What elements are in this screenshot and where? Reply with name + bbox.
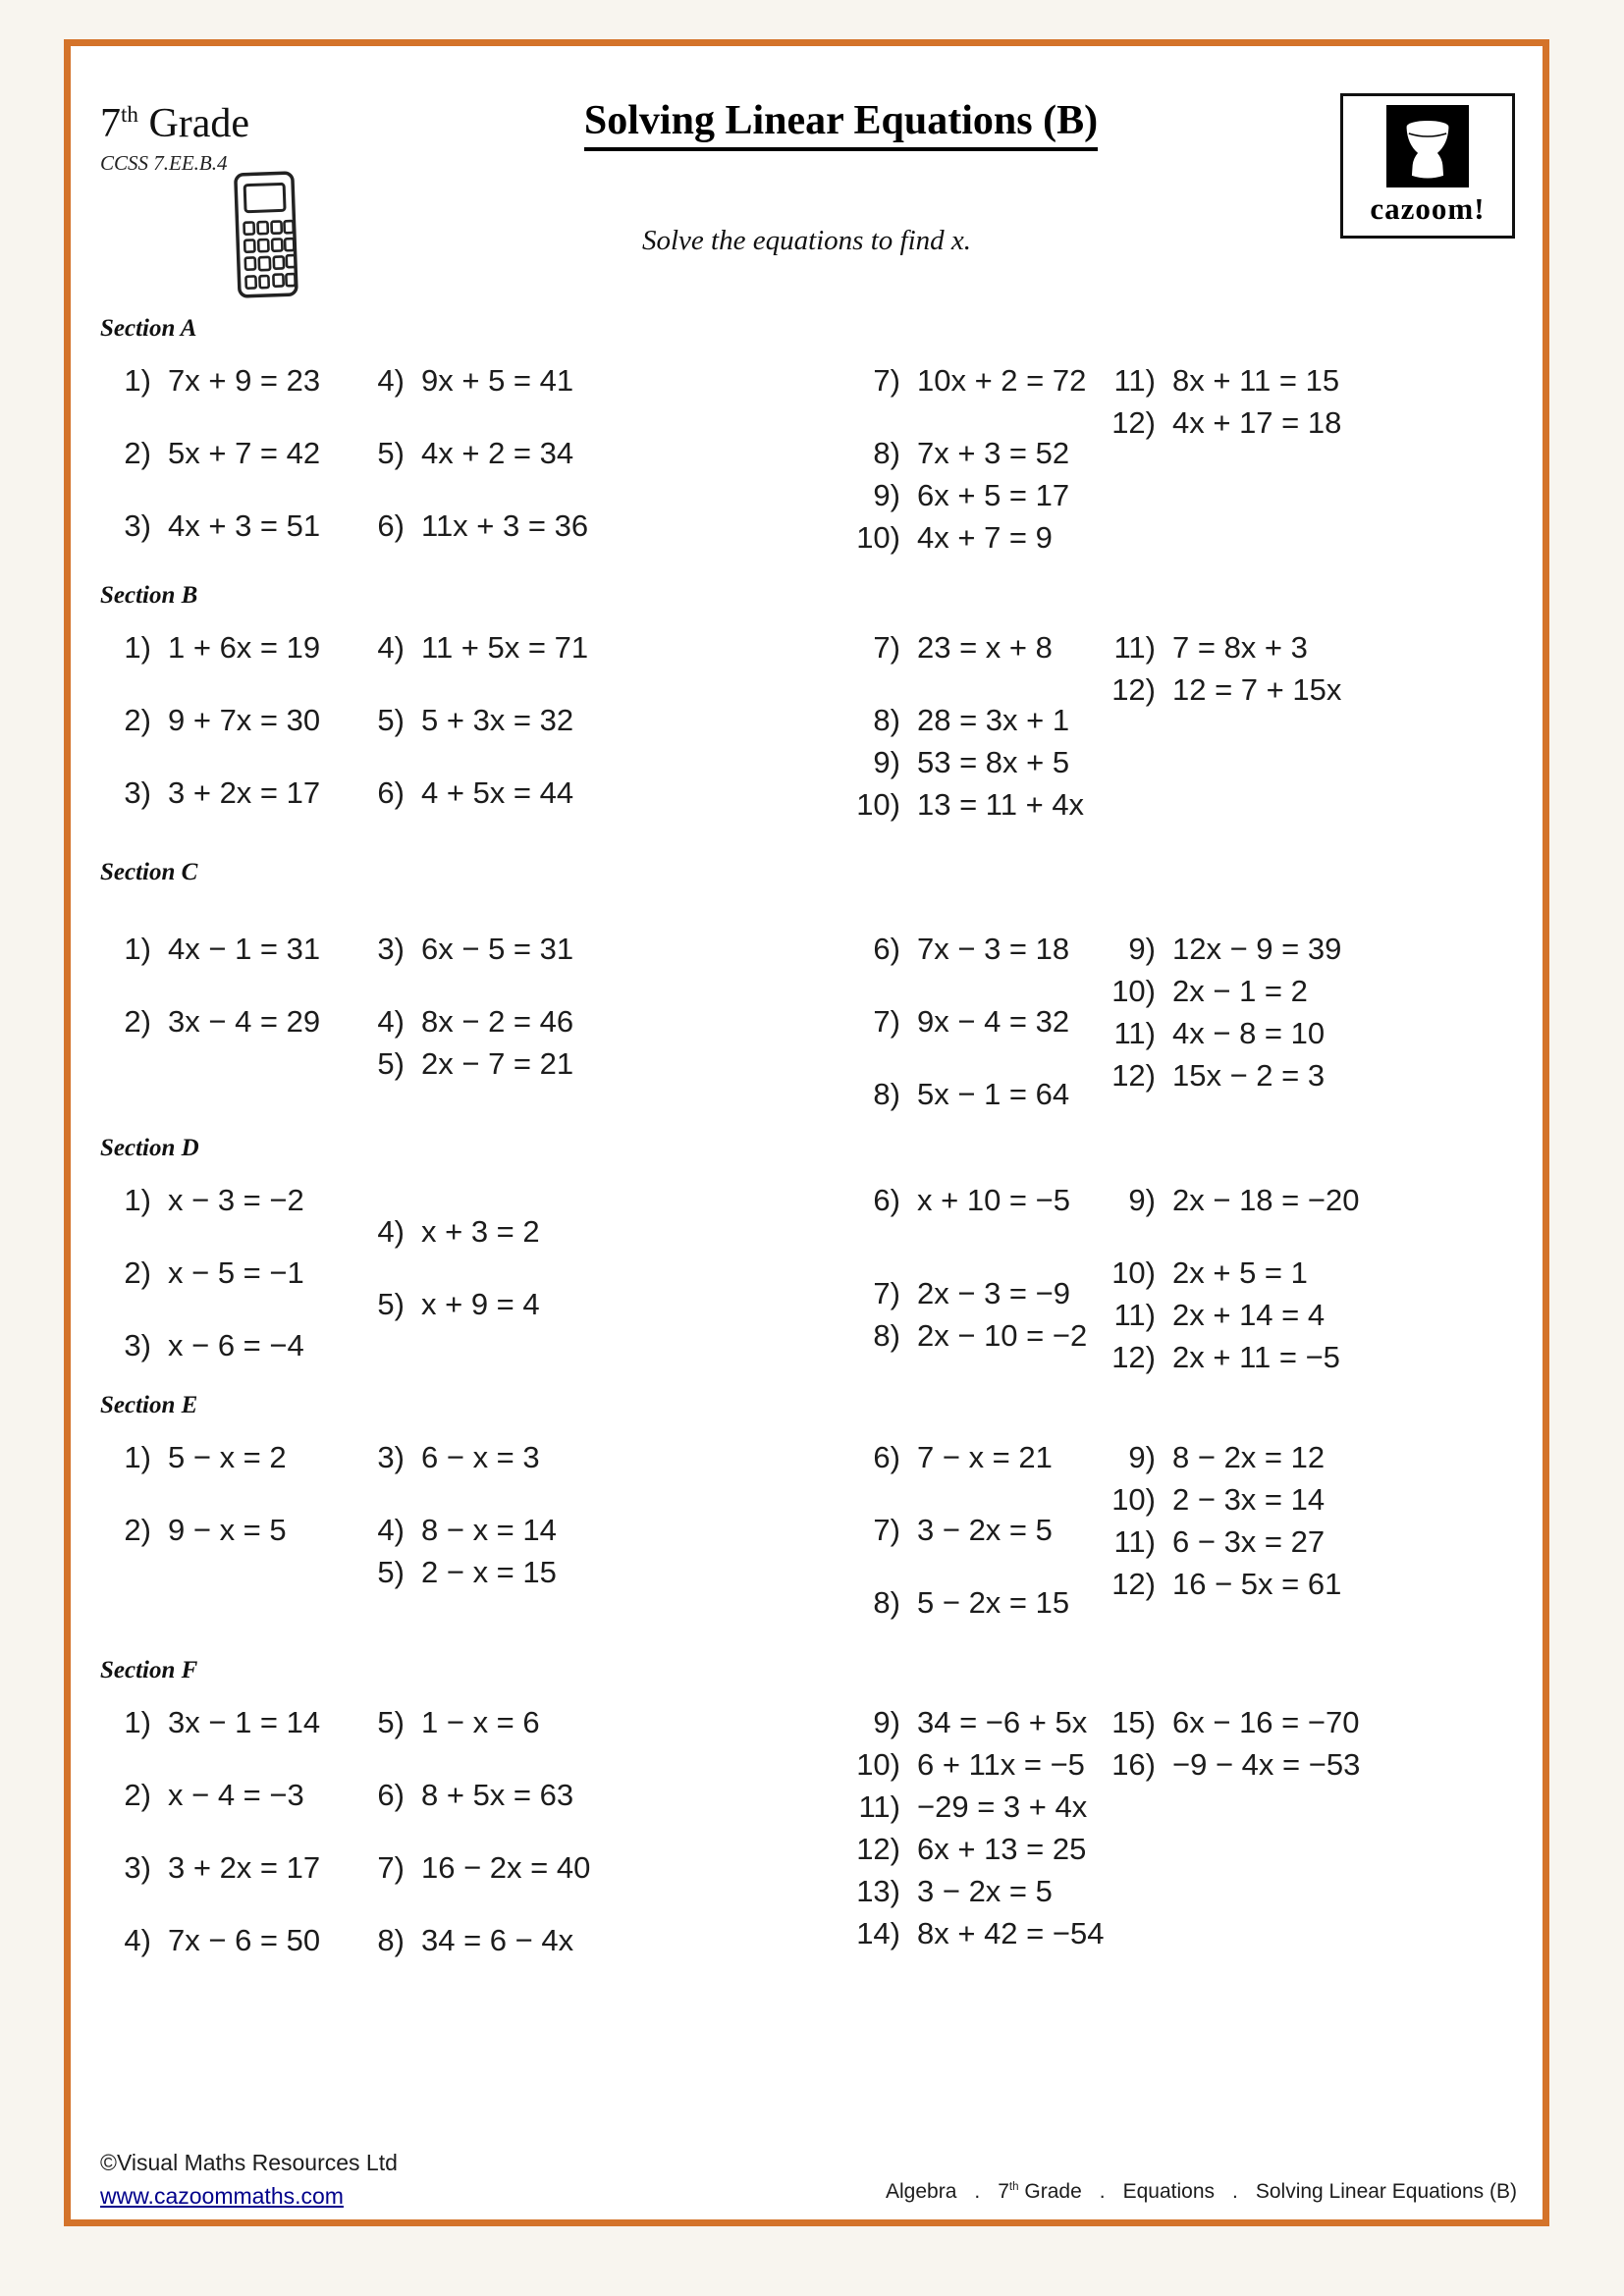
item-equation: 28 = 3x + 1 <box>917 703 1070 737</box>
equation-item <box>1105 1058 1325 1094</box>
item-number: 1) <box>124 932 151 966</box>
item-number: 10) <box>1111 1255 1156 1290</box>
item-number: 7) <box>873 1513 900 1547</box>
item-number: 1) <box>124 1440 151 1474</box>
equation-column <box>849 932 1105 1112</box>
equation-item <box>849 630 1053 666</box>
equation-item <box>100 1004 320 1040</box>
equation-item <box>353 1046 573 1082</box>
item-equation: 4x − 1 = 31 <box>168 932 321 966</box>
item-number: 7) <box>377 1850 405 1885</box>
item-equation: 2x − 7 = 21 <box>421 1046 574 1081</box>
section-heading: Section F <box>100 1657 198 1683</box>
equation-column <box>353 363 849 556</box>
equation-item <box>100 775 320 811</box>
equation-item <box>849 1004 1069 1040</box>
equation-column <box>100 363 353 556</box>
website-link[interactable]: www.cazoommaths.com <box>100 2183 344 2209</box>
item-number: 1) <box>124 363 151 398</box>
item-equation: 2 − x = 15 <box>421 1555 557 1589</box>
equation-item <box>353 932 573 967</box>
item-number: 2) <box>124 1513 151 1547</box>
equation-item <box>353 1214 540 1250</box>
item-equation: 11x + 3 = 36 <box>421 508 589 543</box>
equation-item <box>1105 630 1308 666</box>
section-d <box>100 1134 1543 1375</box>
item-number: 10) <box>856 520 900 555</box>
item-number: 9) <box>1128 932 1156 966</box>
item-number: 12) <box>856 1832 900 1866</box>
equation-item <box>1105 1524 1325 1560</box>
item-equation: x + 10 = −5 <box>917 1183 1070 1217</box>
section-heading: Section A <box>100 315 197 342</box>
item-equation: 2x + 5 = 1 <box>1172 1255 1308 1290</box>
item-equation: 2x − 18 = −20 <box>1172 1183 1360 1217</box>
equation-column <box>100 1705 353 1958</box>
equation-column <box>100 1183 353 1375</box>
item-equation: x − 5 = −1 <box>168 1255 304 1290</box>
equation-item <box>1105 1016 1325 1051</box>
item-number: 4) <box>377 630 405 665</box>
worksheet-body <box>71 46 1543 1958</box>
equation-item <box>353 508 588 544</box>
item-equation: 6 + 11x = −5 <box>917 1747 1085 1782</box>
equation-item <box>353 630 588 666</box>
item-equation: 7x + 3 = 52 <box>917 436 1070 470</box>
instructions: Solve the equations to find x. <box>641 225 972 256</box>
equation-item <box>1105 1705 1359 1740</box>
equation-item <box>849 1832 1086 1867</box>
item-number: 9) <box>873 1705 900 1739</box>
equation-column <box>353 932 849 1112</box>
item-equation: 8x − 2 = 46 <box>421 1004 574 1039</box>
item-equation: 12 = 7 + 15x <box>1172 672 1342 707</box>
item-number: 7) <box>873 363 900 398</box>
item-number: 10) <box>856 1747 900 1782</box>
item-equation: 34 = −6 + 5x <box>917 1705 1088 1739</box>
equation-item <box>353 703 573 738</box>
item-number: 8) <box>873 1077 900 1111</box>
section-columns <box>100 363 1543 556</box>
equation-item <box>849 932 1069 967</box>
item-equation: 4x + 2 = 34 <box>421 436 574 470</box>
item-number: 10) <box>856 787 900 822</box>
equation-item <box>849 520 1053 556</box>
item-equation: 6x − 16 = −70 <box>1172 1705 1360 1739</box>
equation-item <box>849 703 1069 738</box>
equation-item <box>1105 1255 1308 1291</box>
breadcrumb <box>886 2180 1517 2204</box>
item-number: 1) <box>124 1705 151 1739</box>
equation-item <box>849 1276 1070 1311</box>
item-equation: 6 − x = 3 <box>421 1440 540 1474</box>
equation-column <box>100 1440 353 1621</box>
equation-column <box>1105 630 1543 823</box>
item-number: 8) <box>873 703 900 737</box>
equation-column <box>849 1440 1105 1621</box>
section-heading: Section B <box>100 582 198 609</box>
item-number: 9) <box>1128 1440 1156 1474</box>
breadcrumb-grade-ordinal: th <box>1008 2181 1019 2193</box>
item-equation: x − 3 = −2 <box>168 1183 304 1217</box>
item-number: 6) <box>873 1183 900 1217</box>
equation-column <box>849 630 1105 823</box>
equation-item <box>1105 1440 1325 1475</box>
item-equation: −29 = 3 + 4x <box>917 1789 1088 1824</box>
item-equation: 7x − 3 = 18 <box>917 932 1070 966</box>
item-number: 16) <box>1111 1747 1156 1782</box>
item-number: 2) <box>124 1255 151 1290</box>
item-number: 6) <box>377 1778 405 1812</box>
item-equation: 5 + 3x = 32 <box>421 703 574 737</box>
item-equation: 6x + 5 = 17 <box>917 478 1070 512</box>
equation-item <box>100 1850 320 1886</box>
section-columns <box>100 1705 1543 1958</box>
item-equation: 7x − 6 = 50 <box>168 1923 321 1957</box>
item-number: 5) <box>377 703 405 737</box>
section-heading: Section D <box>100 1135 199 1161</box>
equation-item <box>353 1513 557 1548</box>
equation-column <box>1105 932 1543 1112</box>
equation-item <box>100 1440 287 1475</box>
item-equation: −9 − 4x = −53 <box>1172 1747 1361 1782</box>
equation-column <box>353 630 849 823</box>
item-number: 4) <box>377 1513 405 1547</box>
item-number: 10) <box>1111 1482 1156 1517</box>
equation-item <box>849 478 1069 513</box>
item-number: 11) <box>1113 630 1156 665</box>
item-number: 7) <box>873 630 900 665</box>
item-equation: 2x + 14 = 4 <box>1172 1298 1326 1332</box>
item-equation: 2x − 1 = 2 <box>1172 974 1308 1008</box>
equation-item <box>100 1513 287 1548</box>
item-equation: 2x − 10 = −2 <box>917 1318 1088 1353</box>
equation-item <box>353 363 573 399</box>
equation-item <box>353 1705 540 1740</box>
section-columns <box>100 630 1543 823</box>
item-number: 4) <box>124 1923 151 1957</box>
equation-item <box>100 1778 304 1813</box>
equation-item <box>849 1585 1069 1621</box>
section-f <box>100 1656 1543 1958</box>
section-b <box>100 581 1543 823</box>
item-number: 2) <box>124 1778 151 1812</box>
item-equation: x + 9 = 4 <box>421 1287 540 1321</box>
item-number: 2) <box>124 436 151 470</box>
equation-column <box>1105 1440 1543 1621</box>
breadcrumb-item-grade <box>998 2180 1082 2203</box>
equation-column <box>353 1705 849 1958</box>
item-equation: 4 + 5x = 44 <box>421 775 574 810</box>
item-equation: 9x − 4 = 32 <box>917 1004 1070 1039</box>
item-number: 2) <box>124 1004 151 1039</box>
section-columns <box>100 1440 1543 1621</box>
item-equation: 15x − 2 = 3 <box>1172 1058 1326 1093</box>
item-number: 11) <box>1113 363 1156 398</box>
equation-column <box>849 363 1105 556</box>
equation-item <box>100 1183 304 1218</box>
item-number: 9) <box>1128 1183 1156 1217</box>
worksheet-page <box>64 39 1549 2226</box>
item-equation: 8 − x = 14 <box>421 1513 557 1547</box>
item-number: 1) <box>124 630 151 665</box>
equation-item <box>849 1440 1053 1475</box>
equation-item <box>100 1923 320 1958</box>
item-equation: 9 − x = 5 <box>168 1513 287 1547</box>
item-number: 11) <box>1113 1298 1156 1332</box>
item-number: 10) <box>1111 974 1156 1008</box>
section-columns <box>100 1183 1543 1375</box>
equation-item <box>353 1923 573 1958</box>
item-number: 8) <box>377 1923 405 1957</box>
item-number: 5) <box>377 1705 405 1739</box>
item-equation: 11 + 5x = 71 <box>421 630 589 665</box>
item-number: 5) <box>377 436 405 470</box>
item-equation: 5 − 2x = 15 <box>917 1585 1070 1620</box>
equation-item <box>353 1440 540 1475</box>
item-number: 15) <box>1111 1705 1156 1739</box>
item-equation: 7 − x = 21 <box>917 1440 1053 1474</box>
item-equation: 4x + 17 = 18 <box>1172 405 1342 440</box>
ccss-code: CCSS 7.EE.B.4 <box>100 151 228 175</box>
equation-column <box>100 630 353 823</box>
item-equation: 23 = x + 8 <box>917 630 1053 665</box>
item-number: 2) <box>124 703 151 737</box>
breadcrumb-separator: . <box>974 2180 981 2203</box>
equation-column <box>100 932 353 1112</box>
item-number: 3) <box>124 1850 151 1885</box>
item-number: 5) <box>377 1287 405 1321</box>
grade-ordinal: th <box>121 101 138 127</box>
item-number: 5) <box>377 1555 405 1589</box>
breadcrumb-item-algebra: Algebra <box>885 2180 957 2203</box>
section-e <box>100 1391 1543 1621</box>
equation-column <box>353 1183 849 1375</box>
item-number: 1) <box>124 1183 151 1217</box>
item-equation: x − 4 = −3 <box>168 1778 304 1812</box>
item-equation: 4x + 3 = 51 <box>168 508 321 543</box>
breadcrumb-separator: . <box>1232 2180 1238 2203</box>
item-equation: 13 = 11 + 4x <box>917 787 1085 822</box>
grade-word: Grade <box>137 101 250 146</box>
item-number: 7) <box>873 1276 900 1310</box>
equation-item <box>849 1874 1053 1909</box>
item-equation: 6 − 3x = 27 <box>1172 1524 1326 1559</box>
copyright-text: ©Visual Maths Resources Ltd <box>100 2150 398 2175</box>
item-number: 5) <box>377 1046 405 1081</box>
item-equation: 3 − 2x = 5 <box>917 1513 1053 1547</box>
equation-item <box>100 436 320 471</box>
item-number: 3) <box>377 932 405 966</box>
item-equation: 5x − 1 = 64 <box>917 1077 1070 1111</box>
item-equation: 34 = 6 − 4x <box>421 1923 574 1957</box>
item-equation: 1 + 6x = 19 <box>168 630 321 665</box>
item-equation: 3 + 2x = 17 <box>168 775 321 810</box>
item-number: 4) <box>377 1214 405 1249</box>
equation-item <box>1105 1482 1325 1518</box>
item-number: 9) <box>873 745 900 779</box>
section-a <box>100 314 1543 556</box>
item-number: 3) <box>377 1440 405 1474</box>
item-equation: 12x − 9 = 39 <box>1172 932 1342 966</box>
item-number: 11) <box>1113 1524 1156 1559</box>
equation-item <box>1105 405 1341 441</box>
item-equation: 3x − 1 = 14 <box>168 1705 321 1739</box>
item-number: 11) <box>858 1789 900 1824</box>
item-equation: 4x + 7 = 9 <box>917 520 1053 555</box>
equation-item <box>353 775 573 811</box>
item-equation: 6x + 13 = 25 <box>917 1832 1087 1866</box>
item-number: 13) <box>856 1874 900 1908</box>
equation-item <box>849 1513 1053 1548</box>
equation-item <box>849 1077 1069 1112</box>
equation-column <box>849 1705 1105 1958</box>
item-number: 4) <box>377 363 405 398</box>
item-number: 14) <box>856 1916 900 1950</box>
item-equation: x + 3 = 2 <box>421 1214 540 1249</box>
equation-column <box>353 1440 849 1621</box>
item-equation: 6x − 5 = 31 <box>421 932 574 966</box>
item-number: 6) <box>873 932 900 966</box>
item-equation: 3x − 4 = 29 <box>168 1004 321 1039</box>
equation-item <box>849 436 1069 471</box>
breadcrumb-grade-number: 7 <box>998 2180 1009 2203</box>
equation-item <box>849 1916 1104 1951</box>
item-equation: 7x + 9 = 23 <box>168 363 321 398</box>
equation-column <box>1105 1705 1543 1958</box>
equation-item <box>1105 1747 1360 1783</box>
equation-item <box>1105 1183 1359 1218</box>
item-number: 11) <box>1113 1016 1156 1050</box>
item-equation: 7 = 8x + 3 <box>1172 630 1308 665</box>
equation-column <box>1105 363 1543 556</box>
equation-item <box>100 1705 320 1740</box>
item-equation: 2x − 3 = −9 <box>917 1276 1070 1310</box>
equation-item <box>1105 932 1341 967</box>
equation-item <box>100 703 320 738</box>
item-number: 3) <box>124 775 151 810</box>
item-number: 12) <box>1111 405 1156 440</box>
equation-item <box>353 1850 590 1886</box>
equation-item <box>1105 974 1308 1009</box>
equation-item <box>849 1747 1085 1783</box>
equation-item <box>100 1255 304 1291</box>
breadcrumb-item-worksheet: Solving Linear Equations (B) <box>1255 2180 1517 2203</box>
equation-item <box>849 1183 1070 1218</box>
item-number: 12) <box>1111 672 1156 707</box>
item-equation: 3 − 2x = 5 <box>917 1874 1053 1908</box>
equation-item <box>1105 1567 1341 1602</box>
item-equation: x − 6 = −4 <box>168 1328 304 1362</box>
item-equation: 53 = 8x + 5 <box>917 745 1070 779</box>
section-heading: Section E <box>100 1392 198 1418</box>
item-number: 8) <box>873 1318 900 1353</box>
item-number: 6) <box>873 1440 900 1474</box>
page-title: Solving Linear Equations (B) <box>584 97 1098 151</box>
equation-item <box>849 363 1086 399</box>
item-equation: 16 − 5x = 61 <box>1172 1567 1342 1601</box>
item-equation: 16 − 2x = 40 <box>421 1850 591 1885</box>
equation-item <box>1105 1298 1325 1333</box>
equation-item <box>100 363 320 399</box>
grade-number: 7 <box>100 101 121 146</box>
item-equation: 3 + 2x = 17 <box>168 1850 321 1885</box>
item-equation: 10x + 2 = 72 <box>917 363 1087 398</box>
item-number: 9) <box>873 478 900 512</box>
equation-item <box>849 745 1069 780</box>
item-number: 3) <box>124 508 151 543</box>
breadcrumb-separator: . <box>1099 2180 1106 2203</box>
item-number: 8) <box>873 436 900 470</box>
item-number: 12) <box>1111 1058 1156 1093</box>
equation-item <box>1105 363 1339 399</box>
equation-item <box>1105 1340 1340 1375</box>
item-equation: 2x + 11 = −5 <box>1172 1340 1340 1374</box>
item-number: 8) <box>873 1585 900 1620</box>
equation-item <box>353 1287 540 1322</box>
item-equation: 1 − x = 6 <box>421 1705 540 1739</box>
equation-item <box>353 436 573 471</box>
section-columns <box>100 932 1543 1112</box>
equation-item <box>100 630 320 666</box>
item-equation: 8x + 11 = 15 <box>1172 363 1340 398</box>
equation-item <box>1105 672 1341 708</box>
item-equation: 8x + 42 = −54 <box>917 1916 1105 1950</box>
logo-wordmark: cazoom! <box>1370 191 1486 226</box>
equation-item <box>849 1705 1087 1740</box>
item-equation: 9x + 5 = 41 <box>421 363 574 398</box>
equation-item <box>100 1328 304 1363</box>
equation-item <box>353 1004 573 1040</box>
section-c <box>100 858 1543 1112</box>
item-number: 12) <box>1111 1567 1156 1601</box>
item-equation: 5x + 7 = 42 <box>168 436 321 470</box>
equation-item <box>849 787 1084 823</box>
item-number: 4) <box>377 1004 405 1039</box>
item-number: 7) <box>873 1004 900 1039</box>
equation-column <box>1105 1183 1543 1375</box>
equation-item <box>100 508 320 544</box>
equation-item <box>353 1555 557 1590</box>
item-equation: 8 + 5x = 63 <box>421 1778 574 1812</box>
item-number: 12) <box>1111 1340 1156 1374</box>
item-number: 6) <box>377 775 405 810</box>
equation-item <box>353 1778 573 1813</box>
breadcrumb-grade-word: Grade <box>1018 2180 1082 2203</box>
item-number: 3) <box>124 1328 151 1362</box>
item-equation: 4x − 8 = 10 <box>1172 1016 1326 1050</box>
item-equation: 8 − 2x = 12 <box>1172 1440 1326 1474</box>
equation-item <box>849 1318 1087 1354</box>
item-equation: 9 + 7x = 30 <box>168 703 321 737</box>
equation-item <box>849 1789 1087 1825</box>
item-equation: 5 − x = 2 <box>168 1440 287 1474</box>
equation-column <box>849 1183 1105 1375</box>
breadcrumb-item-equations: Equations <box>1122 2180 1215 2203</box>
item-number: 6) <box>377 508 405 543</box>
section-heading: Section C <box>100 859 198 885</box>
item-equation: 2 − 3x = 14 <box>1172 1482 1326 1517</box>
equation-item <box>100 932 320 967</box>
